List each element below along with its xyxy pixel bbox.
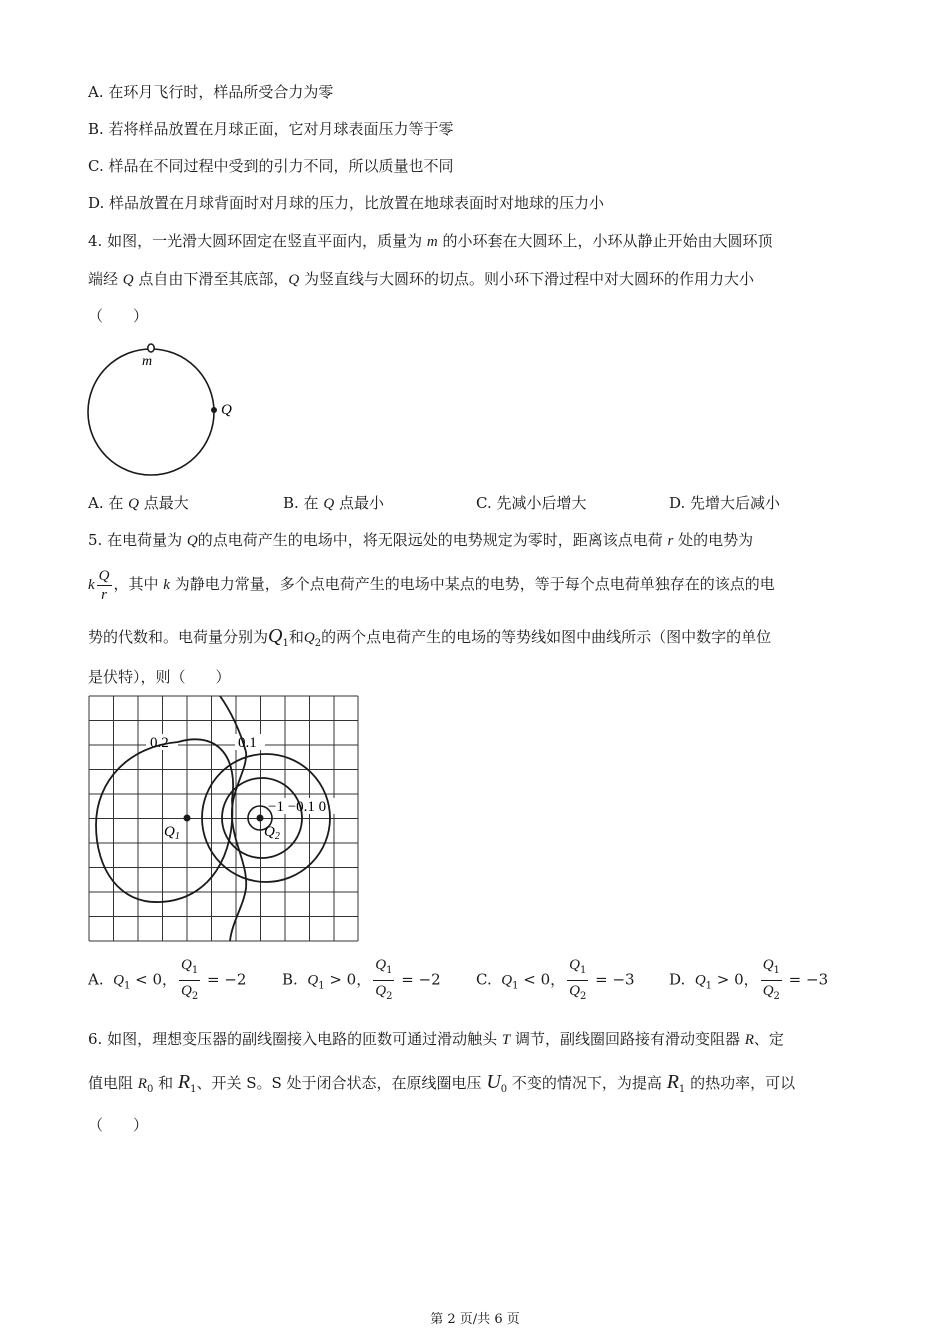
q3-option-d: D. 样品放置在月球背面时对月球的压力，比放置在地球表面时对地球的压力小: [88, 194, 605, 212]
q5-option-d: D. $Q_1 > 0$， $\frac{Q_1}{Q_2}$ = −3: [669, 957, 829, 1002]
equipotential-0.2: [96, 739, 233, 902]
q4-option-b: B. 在 Q 点最小: [283, 494, 384, 512]
label-inner: −1 −0.1 0: [268, 799, 327, 815]
q5-stem-line1: 5. 在电荷量为 Q的点电荷产生的电场中，将无限远处的电势规定为零时，距离该点电荷 r 处的电势为: [88, 531, 754, 549]
point-q: [211, 407, 217, 413]
point-q-label: Q: [221, 402, 232, 418]
small-ring: [148, 344, 154, 352]
q6-stem-line1: 6. 如图，理想变压器的副线圈接入电路的匝数可通过滑动触头 T 调节，副线圈回路接有滑动变阻器 R、定: [88, 1030, 784, 1048]
q6-answer-paren: （ ）: [88, 1116, 149, 1134]
q6-stem-line2: 值电阻 $R_0$ 和 $R_1$、开关 S。S 处于闭合状态，在原线圈电压 $U_0$ 不变的情况下，为提高 $R_1$ 的热功率，可以: [88, 1071, 796, 1095]
equipotential-figure: [80, 690, 370, 945]
q5-option-a: A. $Q_1 < 0$， $\frac{Q_1}{Q_2}$ = −2: [88, 957, 247, 1002]
q3-option-b: B. 若将样品放置在月球正面，它对月球表面压力等于零: [88, 120, 454, 138]
q5-stem-line2: k $\frac{Q}{r}$ ，其中 k 为静电力常量，多个点电荷产生的电场中某点的电势，等于每个点电荷单独存在的该点的电: [88, 567, 775, 603]
q5-stem-line3: 势的代数和。电荷量分别为$Q_1$和$Q_2$的两个点电荷产生的电场的等势线如图中曲线所示（图中数字的单位: [88, 625, 772, 649]
label-0.1: 0.1: [238, 735, 257, 751]
q3-option-c: C. 样品在不同过程中受到的引力不同，所以质量也不同: [88, 157, 454, 175]
q4-answer-paren: （ ）: [88, 307, 149, 325]
grid: [89, 696, 358, 941]
q5-stem-line4: 是伏特），则（ ）: [88, 668, 231, 686]
q4-option-d: D. 先增大后减小: [669, 494, 781, 512]
q4-stem-line2: 端经 Q 点自由下滑至其底部，Q 为竖直线与大圆环的切点。则小环下滑过程中对大圆环的作用力大小: [88, 270, 755, 288]
charge-q2: [257, 815, 264, 822]
q5-option-b: B. $Q_1 > 0$， $\frac{Q_1}{Q_2}$ = −2: [282, 957, 441, 1002]
q4-stem-line1: 4. 如图，一光滑大圆环固定在竖直平面内，质量为 m 的小环套在大圆环上，小环从静止开始由大圆环顶: [88, 232, 773, 250]
q5-option-c: C. $Q_1 < 0$， $\frac{Q_1}{Q_2}$ = −3: [476, 957, 635, 1002]
page-footer: 第 2 页/共 6 页: [430, 1312, 520, 1327]
label-q1: $Q_1$: [164, 824, 180, 842]
q4-ring-figure: [80, 340, 250, 480]
label-q2: $Q_2$: [264, 824, 280, 842]
q4-option-a: A. 在 Q 点最大: [88, 494, 189, 512]
potential-fraction: $\frac{Q}{r}$: [98, 567, 110, 603]
label-0.2: 0.2: [150, 735, 169, 751]
q3-option-a: A. 在环月飞行时，样品所受合力为零: [88, 83, 334, 101]
charge-q1: [184, 815, 191, 822]
q4-option-c: C. 先减小后增大: [476, 494, 587, 512]
mass-label: m: [142, 354, 153, 369]
